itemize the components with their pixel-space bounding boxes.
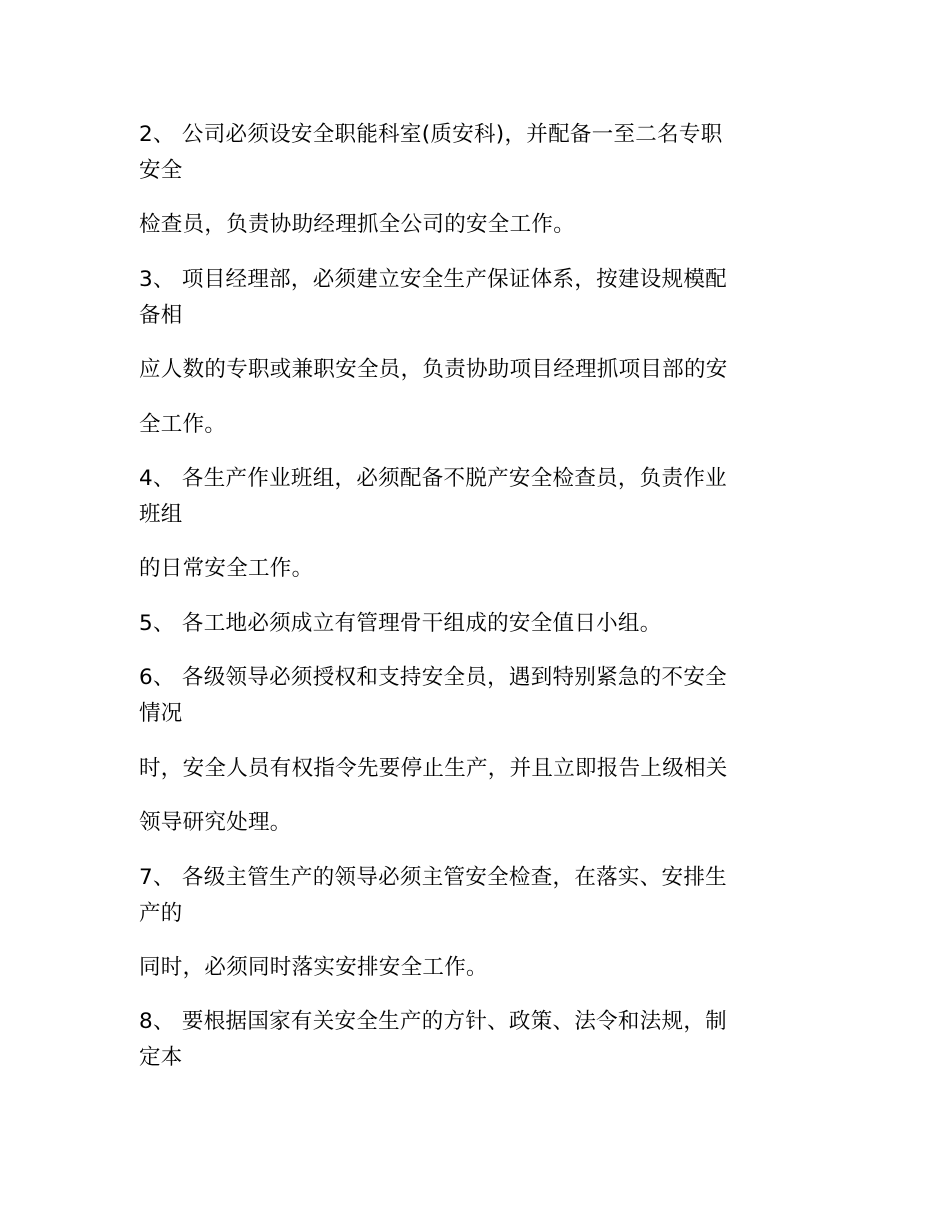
item-6-line-1: 6、 各级领导必须授权和支持安全员，遇到特别紧急的不安全 <box>139 665 727 690</box>
item-8-line-2: 定本 <box>139 1045 183 1070</box>
item-6-line-4: 领导研究处理。 <box>139 810 292 835</box>
item-7-line-1: 7、 各级主管生产的领导必须主管安全检查，在落实、安排生 <box>139 865 727 890</box>
item-3-line-3: 应人数的专职或兼职安全员，负责协助项目经理抓项目部的安 <box>139 357 728 382</box>
item-3-line-2: 备相 <box>139 303 183 328</box>
item-5-line-1: 5、 各工地必须成立有管理骨干组成的安全值日小组。 <box>139 611 662 636</box>
item-4-line-3: 的日常安全工作。 <box>139 556 314 581</box>
item-7-line-3: 同时，必须同时落实安排安全工作。 <box>139 955 488 980</box>
item-8-line-1: 8、 要根据国家有关安全生产的方针、政策、法令和法规，制 <box>139 1009 727 1034</box>
item-2-line-2: 安全 <box>139 158 183 183</box>
item-4-line-1: 4、 各生产作业班组，必须配备不脱产安全检查员，负责作业 <box>139 466 727 491</box>
item-3-line-4: 全工作。 <box>139 412 227 437</box>
item-6-line-3: 时，安全人员有权指令先要停止生产，并且立即报告上级相关 <box>139 756 728 781</box>
item-2-line-3: 检查员，负责协助经理抓全公司的安全工作。 <box>139 212 576 237</box>
item-2-line-1: 2、 公司必须设安全职能科室(质安科)，并配备一至二名专职 <box>139 122 723 147</box>
item-4-line-2: 班组 <box>139 502 183 527</box>
item-6-line-2: 情况 <box>139 701 183 726</box>
item-3-line-1: 3、 项目经理部，必须建立安全生产保证体系，按建设规模配 <box>139 267 727 292</box>
item-7-line-2: 产的 <box>139 901 183 926</box>
